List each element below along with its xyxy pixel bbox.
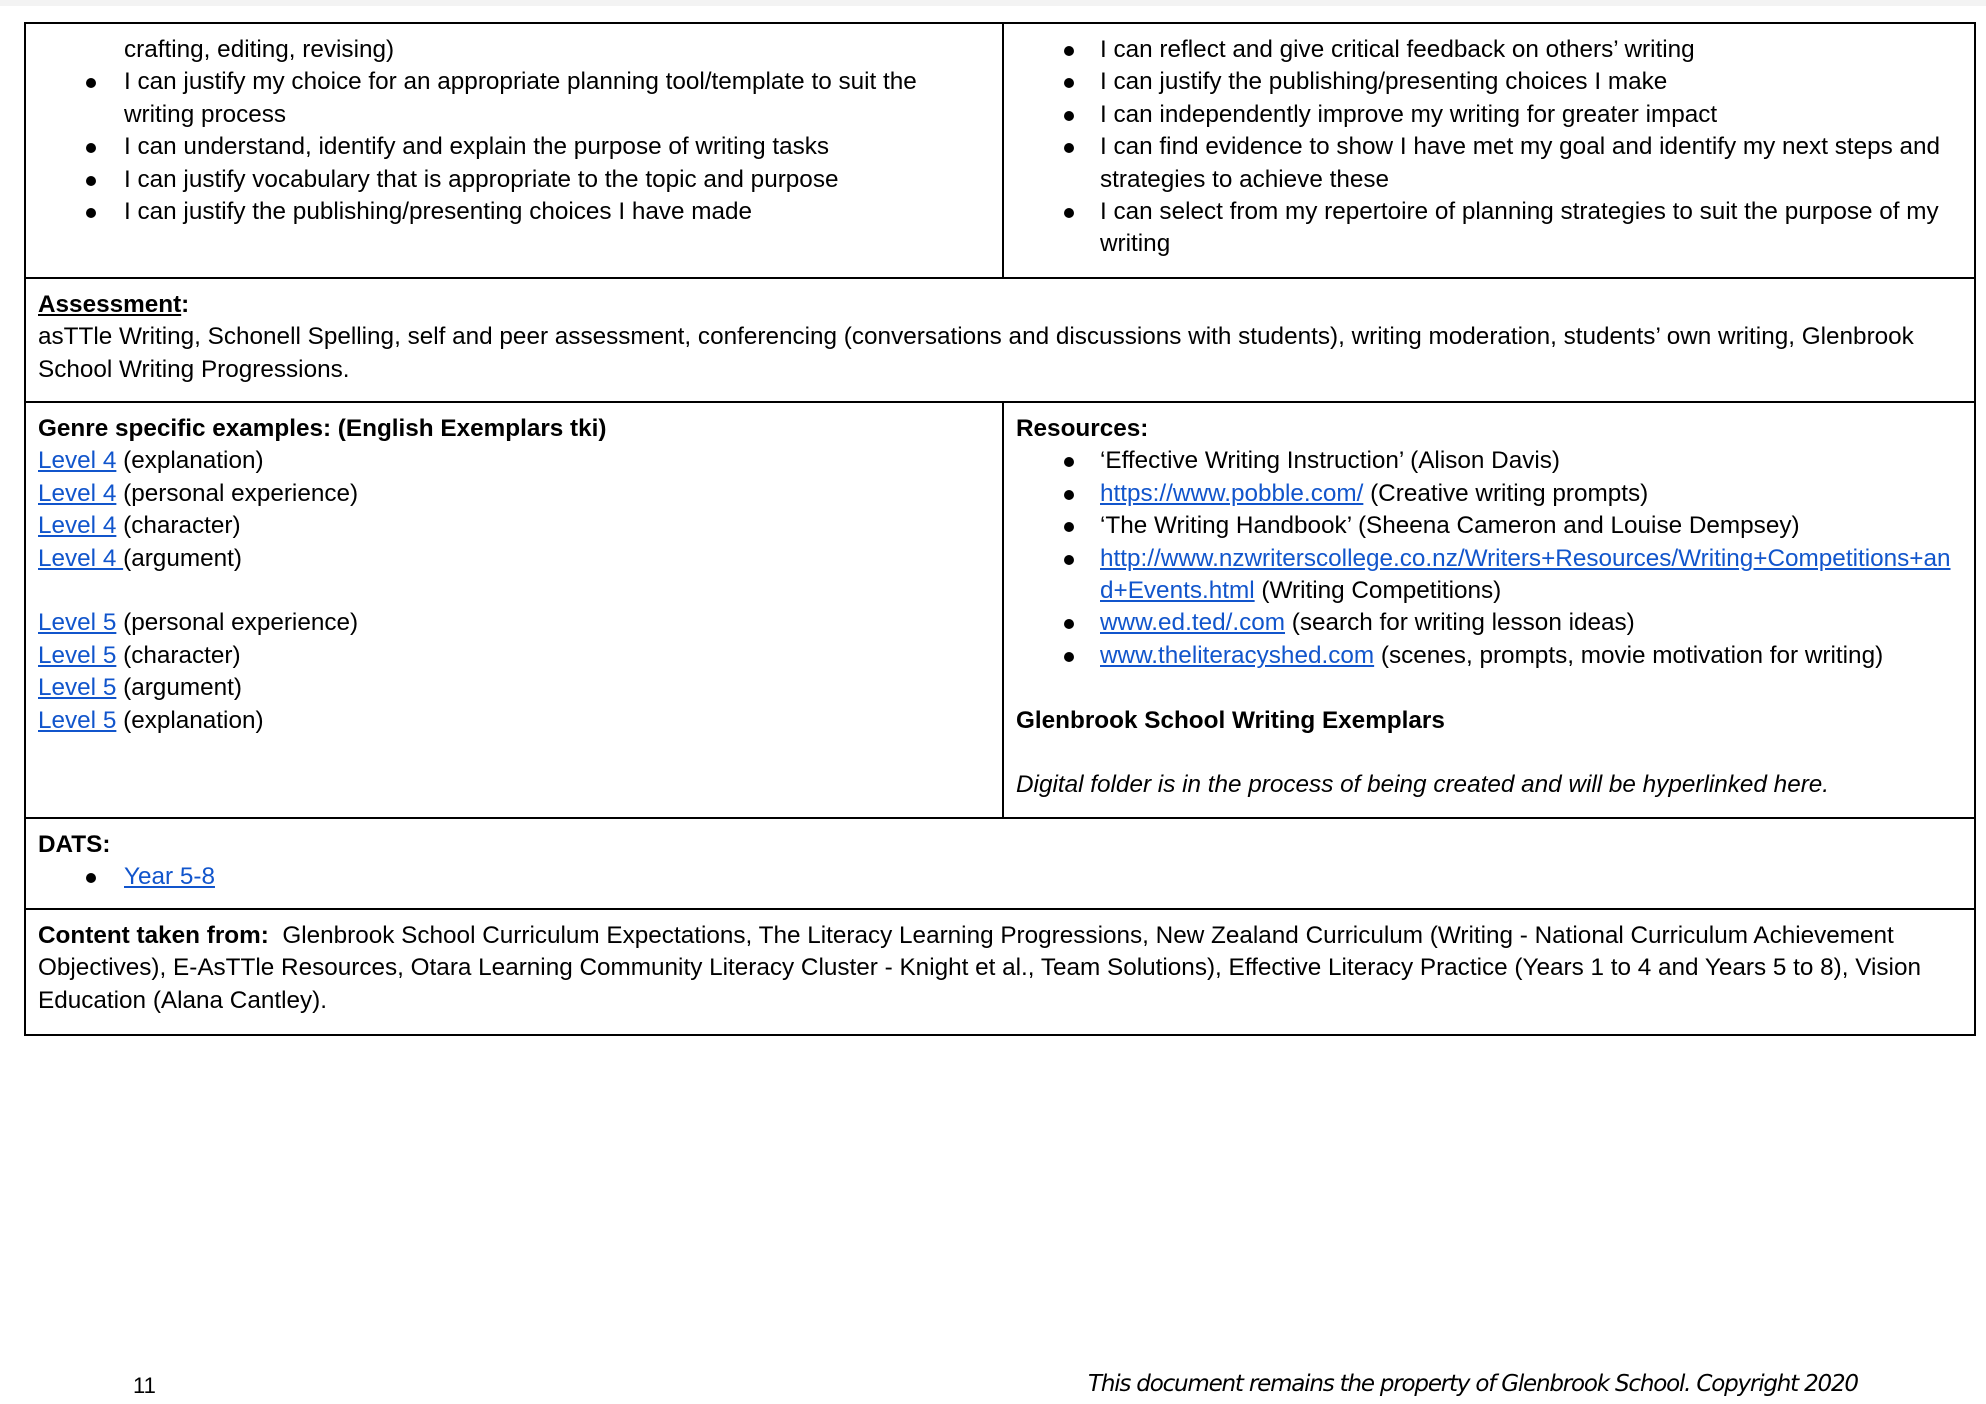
list-item <box>38 861 1962 893</box>
success-criteria-row <box>25 23 1975 278</box>
bullet-icon <box>1064 457 1074 467</box>
list-item: I can independently improve my writing for greater impact <box>1016 99 1962 131</box>
exemplars-heading: Glenbrook School Writing Exemplars <box>1016 706 1445 734</box>
content-source-label: Content taken from: <box>38 922 269 949</box>
bullet-icon <box>86 78 96 88</box>
footer-copyright: This document remains the property of Glenbrook School. Copyright 2020 <box>1088 1371 1858 1397</box>
bullet-icon <box>1064 111 1074 121</box>
genre-examples-cell <box>25 402 1003 818</box>
spacer <box>38 575 990 607</box>
genre-item: Level 4 (personal experience) <box>38 479 359 507</box>
list-item: I can justify the publishing/presenting choices I make <box>1016 66 1962 98</box>
list-item: www.theliteracyshed.com (scenes, prompts, movie motivation for writing) <box>1016 640 1962 672</box>
resources-cell <box>1003 402 1975 818</box>
genre-item: Level 5 (personal experience) <box>38 609 359 637</box>
right-criteria-list <box>1016 34 1962 261</box>
level-4-argument-link[interactable]: Level 4 <box>38 544 124 572</box>
bullet-icon <box>1064 619 1074 629</box>
dats-list <box>38 861 1962 893</box>
genre-item: Level 4 (character) <box>38 512 241 540</box>
page-top-band <box>0 0 1986 6</box>
continued-text: crafting, editing, revising) <box>124 36 395 63</box>
list-item: I can find evidence to show I have met my goal and identify my next steps and strategies to achieve these <box>1016 131 1962 196</box>
bullet-icon <box>86 208 96 218</box>
resources-list <box>1016 445 1962 672</box>
level-4-explanation-link[interactable]: Level 4 <box>38 447 117 475</box>
list-item: I can select from my repertoire of planning strategies to suit the purpose of my writing <box>1016 196 1962 261</box>
bullet-icon <box>1064 78 1074 88</box>
dats-heading: DATS: <box>38 831 111 858</box>
level-5-argument-link[interactable]: Level 5 <box>38 674 117 702</box>
list-item: I can understand, identify and explain the purpose of writing tasks <box>38 131 990 163</box>
level-5-explanation-link[interactable]: Level 5 <box>38 706 117 734</box>
assessment-heading: Assessment: <box>38 291 190 318</box>
nzwriterscollege-link[interactable]: http://www.nzwriterscollege.co.nz/Writers+Resources/Writing+Competitions+and+Events.html <box>1100 544 1951 605</box>
list-item: I can justify vocabulary that is appropriate to the topic and purpose <box>38 164 990 196</box>
dats-row <box>25 818 1975 909</box>
bullet-icon <box>1064 208 1074 218</box>
success-criteria-left-cell <box>25 23 1003 278</box>
resources-heading: Resources: <box>1016 415 1149 442</box>
page-number: 11 <box>133 1373 156 1398</box>
dats-cell <box>25 818 1975 909</box>
bullet-icon <box>1064 652 1074 662</box>
genre-item: Level 5 (argument) <box>38 674 242 702</box>
genre-item: Level 4 (argument) <box>38 544 242 572</box>
content-source-text: Glenbrook School Curriculum Expectations, The Literacy Learning Progressions, New Zealand Curriculum (Writing - National Curriculum Achievement Objectives), E-AsTTle Resources, Otara Learning Community Literacy Cluster - Knight et al., Team Solutions), Effective Literacy Practice (Years 1 to 4 and Years 5 to 8), Vision Education (Alana Cantley). <box>38 922 1928 1014</box>
literacyshed-link[interactable]: www.theliteracyshed.com <box>1100 641 1375 669</box>
genre-item: Level 4 (explanation) <box>38 447 264 475</box>
list-item: www.ed.ted/.com (search for writing lesson ideas) <box>1016 607 1962 639</box>
assessment-cell <box>25 278 1975 402</box>
list-item: ‘The Writing Handbook’ (Sheena Cameron and Louise Dempsey) <box>1016 510 1962 542</box>
list-item: I can justify my choice for an appropriate planning tool/template to suit the writing process <box>38 66 990 131</box>
bullet-icon <box>86 143 96 153</box>
level-5-character-link[interactable]: Level 5 <box>38 641 117 669</box>
list-item: https://www.pobble.com/ (Creative writing prompts) <box>1016 478 1962 510</box>
left-criteria-list <box>38 66 990 228</box>
content-source-row <box>25 909 1975 1035</box>
level-4-character-link[interactable]: Level 4 <box>38 512 117 540</box>
bullet-icon <box>86 873 96 883</box>
year-5-8-link[interactable]: Year 5-8 <box>124 863 215 891</box>
list-item: http://www.nzwriterscollege.co.nz/Writers+Resources/Writing+Competitions+and+Events.html (Writing Competitions) <box>1016 543 1962 608</box>
bullet-icon <box>1064 46 1074 56</box>
bullet-icon <box>1064 490 1074 500</box>
bullet-icon <box>86 176 96 186</box>
bullet-icon <box>1064 555 1074 565</box>
genre-item: Level 5 (character) <box>38 641 241 669</box>
list-item: ‘Effective Writing Instruction’ (Alison Davis) <box>1016 445 1962 477</box>
bullet-icon <box>1064 522 1074 532</box>
success-criteria-right-cell <box>1003 23 1975 278</box>
level-5-personal-experience-link[interactable]: Level 5 <box>38 609 117 637</box>
exemplars-note: Digital folder is in the process of being created and will be hyperlinked here. <box>1016 771 1830 799</box>
ed-ted-link[interactable]: www.ed.ted/.com <box>1100 609 1286 637</box>
list-item: I can reflect and give critical feedback on others’ writing <box>1016 34 1962 66</box>
examples-resources-row <box>25 402 1975 818</box>
spacer <box>1016 737 1962 769</box>
pobble-link[interactable]: https://www.pobble.com/ <box>1100 479 1364 507</box>
level-4-personal-experience-link[interactable]: Level 4 <box>38 479 117 507</box>
bullet-icon <box>1064 143 1074 153</box>
list-item: I can justify the publishing/presenting choices I have made <box>38 196 990 228</box>
assessment-row <box>25 278 1975 402</box>
genre-heading: Genre specific examples: (English Exemplars tki) <box>38 415 607 442</box>
curriculum-table <box>24 22 1976 1036</box>
content-source-cell <box>25 909 1975 1035</box>
assessment-text: asTTle Writing, Schonell Spelling, self and peer assessment, conferencing (conversations and discussions with students), writing moderation, students’ own writing, Glenbrook School Writing Progressions. <box>38 323 1914 383</box>
spacer <box>1016 672 1962 704</box>
genre-item: Level 5 (explanation) <box>38 706 264 734</box>
